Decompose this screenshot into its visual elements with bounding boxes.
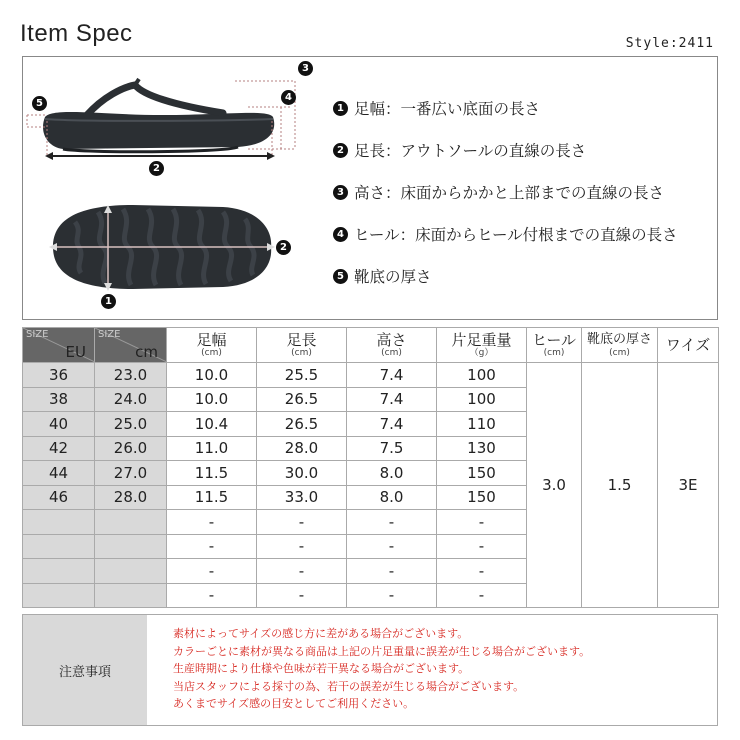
table-cell: - xyxy=(257,510,347,535)
table-cell: - xyxy=(257,583,347,608)
table-row xyxy=(23,363,719,388)
table-cell: 24.0 xyxy=(95,387,167,412)
col-header-length: 足長 (cm) xyxy=(257,328,347,363)
table-cell: 130 xyxy=(437,436,527,461)
table-cell: - xyxy=(167,510,257,535)
table-cell: 28.0 xyxy=(257,436,347,461)
table-cell: 26.0 xyxy=(95,436,167,461)
table-cell: - xyxy=(257,534,347,559)
table-cell: - xyxy=(347,559,437,584)
marker-1: 1 xyxy=(101,294,116,309)
marker-2-side: 2 xyxy=(149,161,164,176)
table-cell: - xyxy=(437,534,527,559)
col-header-heel: ヒール (cm) xyxy=(527,328,582,363)
table-cell: 26.5 xyxy=(257,412,347,437)
table-cell: 150 xyxy=(437,461,527,486)
table-cell: 44 xyxy=(23,461,95,486)
table-cell xyxy=(95,559,167,584)
table-cell: - xyxy=(437,583,527,608)
table-cell: - xyxy=(347,534,437,559)
style-code: Style:2411 xyxy=(625,36,714,51)
table-cell: 27.0 xyxy=(95,461,167,486)
table-cell: - xyxy=(167,534,257,559)
notes-text: 素材によってサイズの感じ方に差がある場合がございます。 カラーごとに素材が異なる商品は上記の片足重量に誤差が生じる場合がございます。 生産時期により仕様や色味が若干異なる場合がございます。 当店スタッフによる採寸の為、若干の誤差が生じる場合がございます。 あくまでサイズ感の目安としてご利用ください。 xyxy=(173,627,591,710)
col-header-width: 足幅 (cm) xyxy=(167,328,257,363)
table-cell xyxy=(23,534,95,559)
shared-sole-cell: 1.5 xyxy=(582,363,658,608)
eu-size-header: SIZE EU xyxy=(23,328,95,363)
table-cell xyxy=(23,583,95,608)
table-cell xyxy=(23,559,95,584)
table-cell xyxy=(95,583,167,608)
table-cell: - xyxy=(437,559,527,584)
table-cell: - xyxy=(167,559,257,584)
table-cell: - xyxy=(347,583,437,608)
table-cell: 7.4 xyxy=(347,412,437,437)
table-cell: 7.5 xyxy=(347,436,437,461)
sandal-side-view xyxy=(43,79,274,152)
table-cell: 11.5 xyxy=(167,461,257,486)
table-cell: 26.5 xyxy=(257,387,347,412)
marker-2-top: 2 xyxy=(276,240,291,255)
table-cell: 110 xyxy=(437,412,527,437)
shared-heel-cell: 3.0 xyxy=(527,363,582,608)
table-cell: 7.4 xyxy=(347,387,437,412)
diagram-panel xyxy=(22,56,718,320)
table-cell: 11.5 xyxy=(167,485,257,510)
table-cell: 25.5 xyxy=(257,363,347,388)
table-cell: 33.0 xyxy=(257,485,347,510)
table-cell: 10.0 xyxy=(167,363,257,388)
table-cell: 8.0 xyxy=(347,461,437,486)
table-cell: 36 xyxy=(23,363,95,388)
sandal-diagram xyxy=(23,57,323,319)
table-cell xyxy=(23,510,95,535)
legend-item: 1 足幅：一番広い底面の長さ xyxy=(333,87,678,129)
table-cell: 10.0 xyxy=(167,387,257,412)
table-cell: 10.4 xyxy=(167,412,257,437)
page-title: Item Spec xyxy=(20,20,133,47)
measurement-legend xyxy=(333,87,678,297)
table-cell xyxy=(95,510,167,535)
table-cell: 7.4 xyxy=(347,363,437,388)
table-cell: 38 xyxy=(23,387,95,412)
table-cell: 30.0 xyxy=(257,461,347,486)
col-header-height: 高さ (cm) xyxy=(347,328,437,363)
cm-size-header: SIZE cm xyxy=(95,328,167,363)
table-cell: 46 xyxy=(23,485,95,510)
shared-wise-cell: 3E xyxy=(658,363,719,608)
table-cell: 28.0 xyxy=(95,485,167,510)
legend-item: 2 足長：アウトソールの直線の長さ xyxy=(333,129,678,171)
legend-item: 3 高さ：床面からかかと上部までの直線の長さ xyxy=(333,171,678,213)
marker-3: 3 xyxy=(298,61,313,76)
table-cell xyxy=(95,534,167,559)
table-cell: - xyxy=(347,510,437,535)
col-header-weight: 片足重量 （g） xyxy=(437,328,527,363)
table-cell: 100 xyxy=(437,387,527,412)
marker-5: 5 xyxy=(32,96,47,111)
table-cell: 100 xyxy=(437,363,527,388)
legend-item: 5 靴底の厚さ xyxy=(333,255,678,297)
table-header-row xyxy=(23,328,719,363)
table-cell: 8.0 xyxy=(347,485,437,510)
table-cell: - xyxy=(257,559,347,584)
table-cell: 150 xyxy=(437,485,527,510)
notes-label: 注意事項 xyxy=(23,615,147,725)
table-cell: 11.0 xyxy=(167,436,257,461)
col-header-sole: 靴底の厚さ (cm) xyxy=(582,328,658,363)
col-header-wise: ワイズ xyxy=(658,328,719,363)
table-cell: - xyxy=(437,510,527,535)
size-table xyxy=(22,327,719,608)
legend-item: 4 ヒール：床面からヒール付根までの直線の長さ xyxy=(333,213,678,255)
table-cell: - xyxy=(167,583,257,608)
table-cell: 40 xyxy=(23,412,95,437)
table-cell: 25.0 xyxy=(95,412,167,437)
notes-panel xyxy=(22,614,718,726)
table-cell: 42 xyxy=(23,436,95,461)
table-cell: 23.0 xyxy=(95,363,167,388)
marker-4: 4 xyxy=(281,90,296,105)
